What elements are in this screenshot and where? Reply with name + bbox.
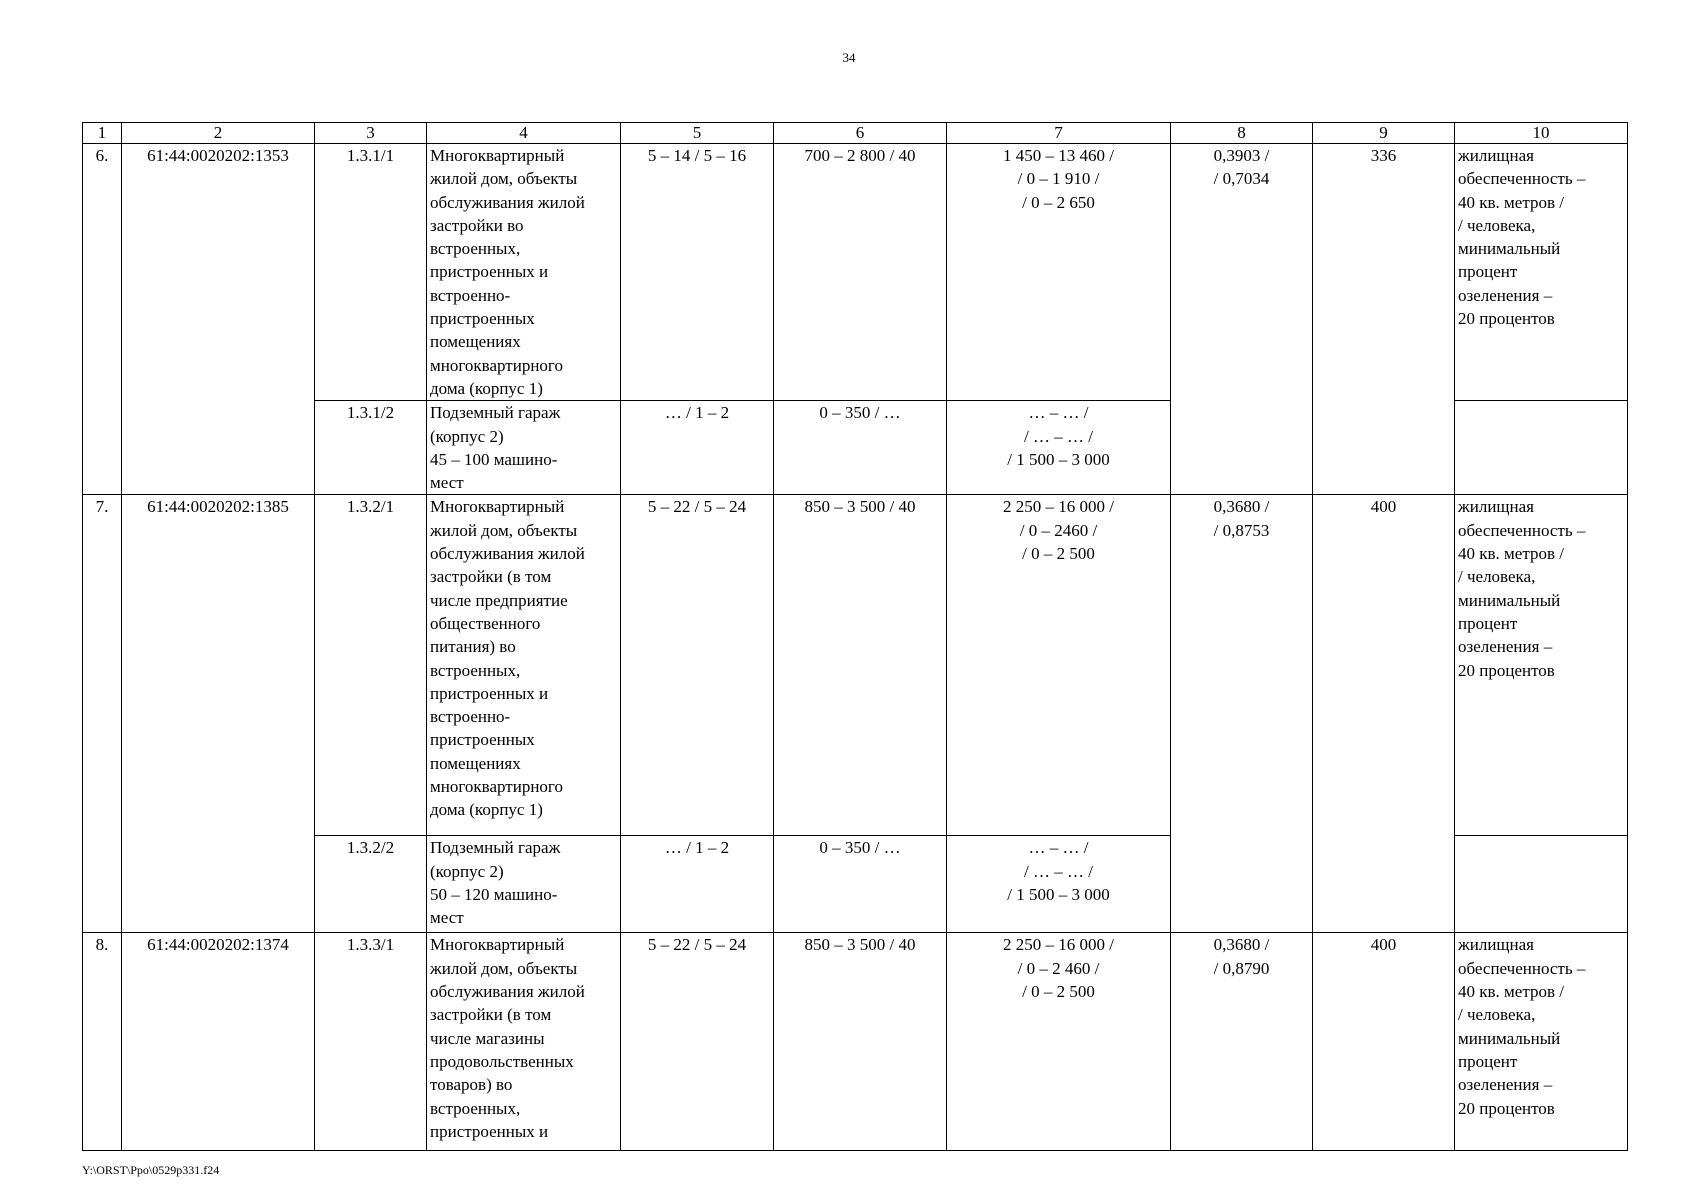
- notes-cell: жилищная обеспеченность – 40 кв. метров / / человека, минимальный процент озеленения – 20 процентов: [1455, 933, 1628, 1151]
- zone-code-cell: 1.3.2/1: [315, 495, 427, 836]
- cadastral-number-cell: 61:44:0020202:1353: [122, 144, 315, 495]
- header-cell: 9: [1313, 123, 1455, 144]
- cadastral-number-cell: 61:44:0020202:1374: [122, 933, 315, 1151]
- object-description-cell: Многоквартирный жилой дом, объекты обслуживания жилой застройки (в том числе предприятие общественного питания) во встроенных, пристроенных и встроенно- пристроенных помещениях многоквартирного дома (корпус 1): [427, 495, 621, 836]
- table-row: [83, 495, 1628, 836]
- table-body: [83, 123, 1628, 1151]
- area-cell: 0 – 350 / …: [774, 836, 947, 933]
- zone-code-cell: 1.3.1/2: [315, 401, 427, 495]
- notes-cell: жилищная обеспеченность – 40 кв. метров / / человека, минимальный процент озеленения – 20 процентов: [1455, 144, 1628, 401]
- floor-area-cell: 2 250 – 16 000 / / 0 – 2460 / / 0 – 2 500: [947, 495, 1171, 836]
- header-cell: 10: [1455, 123, 1628, 144]
- floors-cell: … / 1 – 2: [621, 836, 774, 933]
- zone-code-cell: 1.3.2/2: [315, 836, 427, 933]
- land-plots-table: [82, 122, 1628, 1151]
- header-cell: 4: [427, 123, 621, 144]
- notes-cell: [1455, 836, 1628, 933]
- floor-area-cell: … – … / / … – … / / 1 500 – 3 000: [947, 401, 1171, 495]
- header-cell: 2: [122, 123, 315, 144]
- column-9-cell: 400: [1313, 933, 1455, 1151]
- object-description-cell: Подземный гараж (корпус 2) 50 – 120 машино- мест: [427, 836, 621, 933]
- floor-area-cell: 1 450 – 13 460 / / 0 – 1 910 / / 0 – 2 650: [947, 144, 1171, 401]
- cadastral-number-cell: 61:44:0020202:1385: [122, 495, 315, 933]
- coefficient-cell: 0,3680 / / 0,8753: [1171, 495, 1313, 933]
- floors-cell: 5 – 22 / 5 – 24: [621, 495, 774, 836]
- header-cell: 7: [947, 123, 1171, 144]
- area-cell: 700 – 2 800 / 40: [774, 144, 947, 401]
- row-number-cell: 7.: [83, 495, 122, 933]
- notes-cell: [1455, 401, 1628, 495]
- column-9-cell: 336: [1313, 144, 1455, 495]
- coefficient-cell: 0,3680 / / 0,8790: [1171, 933, 1313, 1151]
- coefficient-cell: 0,3903 / / 0,7034: [1171, 144, 1313, 495]
- header-cell: 8: [1171, 123, 1313, 144]
- notes-cell: жилищная обеспеченность – 40 кв. метров / / человека, минимальный процент озеленения – 20 процентов: [1455, 495, 1628, 836]
- footer-file-path: Y:\ORST\Ppo\0529p331.f24: [82, 1163, 220, 1177]
- zone-code-cell: 1.3.3/1: [315, 933, 427, 1151]
- area-cell: 850 – 3 500 / 40: [774, 933, 947, 1151]
- header-cell: 1: [83, 123, 122, 144]
- header-cell: 5: [621, 123, 774, 144]
- floor-area-cell: 2 250 – 16 000 / / 0 – 2 460 / / 0 – 2 500: [947, 933, 1171, 1151]
- object-description-cell: Многоквартирный жилой дом, объекты обслуживания жилой застройки (в том числе магазины продовольственных товаров) во встроенных, пристроенных и: [427, 933, 621, 1151]
- table-row: [83, 144, 1628, 401]
- object-description-cell: Подземный гараж (корпус 2) 45 – 100 машино- мест: [427, 401, 621, 495]
- area-cell: 0 – 350 / …: [774, 401, 947, 495]
- table-row: [83, 933, 1628, 1151]
- header-cell: 6: [774, 123, 947, 144]
- zone-code-cell: 1.3.1/1: [315, 144, 427, 401]
- header-row: [83, 123, 1628, 144]
- floors-cell: … / 1 – 2: [621, 401, 774, 495]
- row-number-cell: 6.: [83, 144, 122, 495]
- floor-area-cell: … – … / / … – … / / 1 500 – 3 000: [947, 836, 1171, 933]
- header-cell: 3: [315, 123, 427, 144]
- row-number-cell: 8.: [83, 933, 122, 1151]
- floors-cell: 5 – 14 / 5 – 16: [621, 144, 774, 401]
- area-cell: 850 – 3 500 / 40: [774, 495, 947, 836]
- floors-cell: 5 – 22 / 5 – 24: [621, 933, 774, 1151]
- page-number: 34: [842, 50, 856, 65]
- column-9-cell: 400: [1313, 495, 1455, 933]
- object-description-cell: Многоквартирный жилой дом, объекты обслуживания жилой застройки во встроенных, пристроенных и встроенно- пристроенных помещениях многоквартирного дома (корпус 1): [427, 144, 621, 401]
